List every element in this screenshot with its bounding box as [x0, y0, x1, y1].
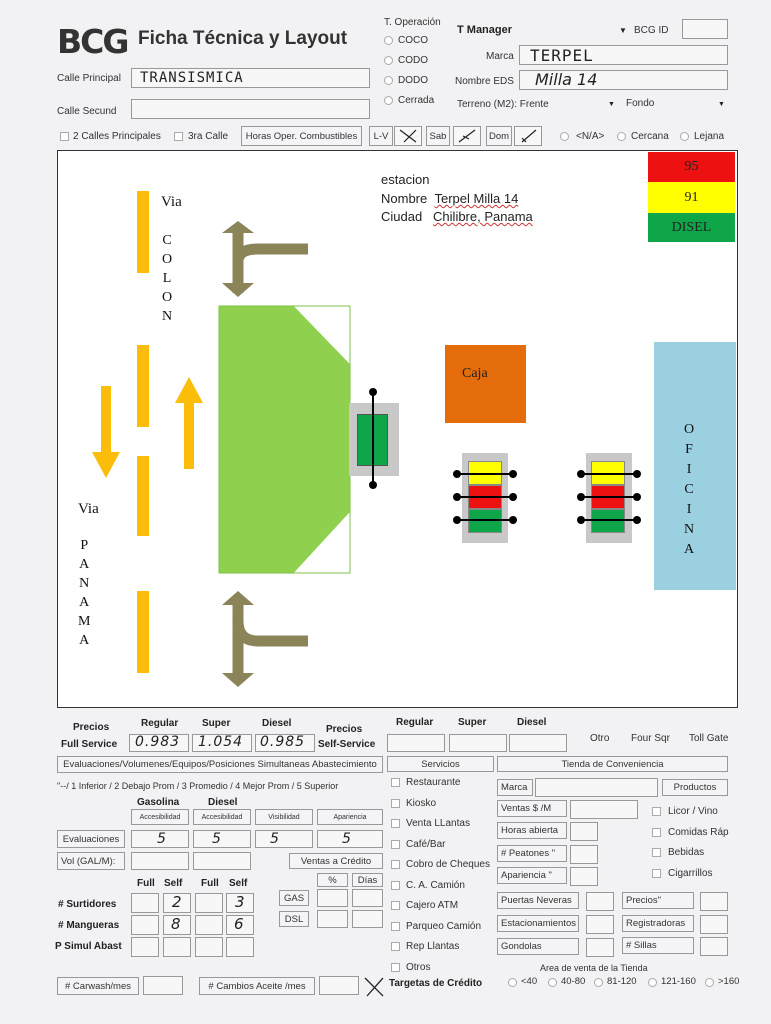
entry-arrow-icon: [218, 221, 310, 297]
calles-principales-label: 2 Calles Principales: [73, 131, 161, 142]
oficina-label: [684, 420, 694, 560]
self-label: Self: [164, 878, 183, 889]
letter: O: [162, 252, 173, 267]
service-label: Rep Llantas: [406, 941, 460, 952]
precios-store-label: Precios": [622, 892, 694, 909]
station-building: [218, 305, 352, 575]
area-option-label: 40-80: [561, 976, 586, 987]
road-dash: [137, 591, 149, 673]
producto-label: Bebidas: [668, 847, 705, 858]
registradoras-label: Registradoras: [622, 915, 694, 932]
calles-principales-checkbox[interactable]: [60, 132, 69, 141]
bcg-id-field[interactable]: [682, 19, 728, 39]
legend-disel: DISEL: [648, 213, 735, 242]
check-mark-icon: [457, 128, 477, 144]
operacion-option: Cerrada: [398, 95, 435, 106]
letter: C: [162, 233, 172, 248]
radio-dodo[interactable]: [384, 76, 393, 85]
radio-coco[interactable]: [384, 36, 393, 45]
area-option-label: 121-160: [661, 976, 696, 987]
nombre-eds-label: Nombre EDS: [455, 76, 514, 87]
vol-field[interactable]: [131, 852, 189, 870]
carwash-label: # Carwash/mes: [57, 977, 139, 995]
sub-label: Accesibilidad: [131, 809, 189, 825]
col-diesel: Diesel: [262, 718, 292, 729]
road-dash: [137, 456, 149, 536]
simul-field[interactable]: [163, 937, 191, 957]
service-label: Restaurante: [406, 777, 461, 788]
letter: L: [162, 271, 172, 286]
otro-label: Otro: [590, 733, 610, 744]
calle-secund-field[interactable]: [131, 99, 370, 119]
location-option: <N/A>: [576, 131, 605, 142]
peatones-field[interactable]: [570, 845, 598, 864]
store-marca-label: Marca: [497, 779, 533, 796]
cambios-label: # Cambios Aceite /mes: [199, 977, 315, 995]
area-radio[interactable]: [594, 978, 603, 987]
sub-label: Visibilidad: [255, 809, 313, 825]
service-checkbox[interactable]: [391, 860, 400, 869]
ventas-field[interactable]: [570, 800, 638, 819]
surtidores-value: 3: [235, 893, 245, 911]
col-diesel-self: Diesel: [517, 717, 547, 728]
toll-gate-label: Toll Gate: [689, 733, 729, 744]
price-regular-value: 0.983: [135, 734, 181, 750]
t-manager-label: T Manager: [457, 24, 513, 36]
t-manager-dropdown-icon[interactable]: ▼: [619, 26, 627, 35]
ciudad-line: [381, 209, 533, 224]
full-service-label: Full Service: [61, 739, 118, 750]
price-super-value: 1.054: [198, 734, 244, 750]
marca-label: Marca: [486, 51, 514, 62]
nombre-line: [381, 191, 518, 206]
ventas-label: Ventas $ /M: [497, 800, 567, 817]
via-panama-label: Via: [78, 501, 99, 517]
servicios-label: Servicios: [387, 756, 494, 772]
sub-label: Apariencia: [317, 809, 383, 825]
vol-field[interactable]: [193, 852, 251, 870]
col-regular: Regular: [141, 718, 179, 729]
peatones-label: # Peatones ": [497, 845, 567, 862]
letter: N: [79, 576, 90, 591]
tarjetas-label: Targetas de Crédito: [389, 978, 483, 989]
area-option-label: >160: [718, 976, 740, 987]
service-checkbox[interactable]: [391, 840, 400, 849]
area-option-label: 81-120: [607, 976, 637, 987]
caja-label: Caja: [462, 366, 488, 381]
letter: A: [684, 542, 695, 557]
tienda-label: Tienda de Conveniencia: [497, 756, 728, 772]
terreno-label: Terreno (M2): Frente: [457, 99, 549, 110]
mangueras-value: 6: [234, 915, 244, 933]
fondo-dropdown-icon[interactable]: ▼: [718, 101, 725, 108]
full-label: Full: [201, 878, 219, 889]
gas-percent-field[interactable]: [317, 889, 348, 907]
letter: C: [684, 482, 694, 497]
service-checkbox[interactable]: [391, 778, 400, 787]
radio-codo[interactable]: [384, 56, 393, 65]
simul-field[interactable]: [226, 937, 254, 957]
letter: A: [79, 557, 90, 572]
service-checkbox[interactable]: [391, 922, 400, 931]
sillas-field[interactable]: [700, 937, 728, 956]
mangueras-label: # Mangueras: [58, 920, 120, 931]
horas-oper-label: Horas Oper. Combustibles: [241, 126, 362, 146]
percent-label: %: [317, 873, 348, 887]
sub-label: Accesibilidad: [193, 809, 251, 825]
producto-label: Comidas Ráp: [668, 826, 729, 838]
bcg-id-label: BCG ID: [634, 25, 669, 36]
surtidores-value: 2: [172, 893, 182, 911]
mangueras-field[interactable]: [195, 915, 223, 935]
radio-cerrada[interactable]: [384, 96, 393, 105]
letter: M: [78, 614, 91, 629]
four-sqr-label: Four Sqr: [631, 733, 670, 744]
letter: A: [79, 595, 90, 610]
day-dom-label: Dom: [486, 126, 512, 146]
marca-value: TERPEL: [530, 46, 594, 65]
nombre-value: Terpel Milla 14: [434, 191, 519, 206]
service-checkbox[interactable]: [391, 881, 400, 890]
area-label: Area de venta de la Tienda: [540, 963, 648, 973]
eval-value: 5: [270, 831, 279, 847]
full-label: Full: [137, 878, 155, 889]
road-dash: [137, 191, 149, 273]
page-title: Ficha Técnica y Layout: [138, 28, 348, 49]
ciudad-value: Chilibre, Panama: [433, 209, 533, 224]
service-label: Otros: [406, 961, 431, 973]
producto-label: Licor / Vino: [668, 806, 718, 817]
hose-connector: [576, 469, 642, 525]
fondo-label: Fondo: [626, 98, 655, 109]
producto-checkbox[interactable]: [652, 807, 661, 816]
self-label: Self: [229, 878, 248, 889]
hose-connector: [363, 387, 383, 491]
check-mark-icon: [363, 974, 385, 998]
col-regular-self: Regular: [396, 717, 434, 728]
location-option: Cercana: [631, 131, 669, 142]
diesel-eval-label: Diesel: [208, 797, 238, 808]
service-label: C. A. Camión: [406, 879, 465, 891]
arrow-down-icon: [92, 386, 120, 478]
registradoras-field[interactable]: [700, 915, 728, 934]
horas-field[interactable]: [570, 822, 598, 841]
surtidores-label: # Surtidores: [58, 899, 117, 910]
service-label: Cobro de Cheques: [406, 859, 490, 870]
producto-checkbox[interactable]: [652, 869, 661, 878]
check-mark-icon: [518, 128, 538, 144]
col-super-self: Super: [458, 717, 487, 728]
operacion-option: COCO: [398, 35, 428, 46]
producto-checkbox[interactable]: [652, 828, 661, 837]
road-dash: [137, 345, 149, 427]
letter: P: [80, 538, 89, 553]
self-regular-field[interactable]: [387, 734, 445, 752]
radio-na[interactable]: [560, 132, 569, 141]
dias-label: Días: [352, 873, 383, 887]
horas-label: Horas abierta: [497, 822, 567, 839]
service-checkbox[interactable]: [391, 942, 400, 951]
arrow-up-icon: [175, 377, 203, 469]
tercera-calle-checkbox[interactable]: [174, 132, 183, 141]
mangueras-field[interactable]: [131, 915, 159, 935]
nombre-eds-value: Milla 14: [535, 70, 598, 89]
gondolas-label: Gondolas: [497, 938, 579, 955]
eval-value: 5: [212, 831, 221, 847]
letter: A: [79, 633, 90, 648]
area-option-label: <40: [521, 976, 538, 987]
gondolas-field[interactable]: [586, 938, 614, 957]
location-option: Lejana: [694, 131, 725, 142]
letter: O: [162, 290, 173, 305]
hose-connector: [452, 469, 518, 525]
simul-field[interactable]: [131, 937, 159, 957]
service-label: Kiosko: [406, 797, 437, 809]
tercera-calle-label: 3ra Calle: [188, 131, 229, 142]
area-radio[interactable]: [548, 978, 557, 987]
evaluaciones-header: Evaluaciones/Volumenes/Equipos/Posiciones Simultaneas Abastecimiento: [57, 756, 383, 773]
nombre-label: Nombre: [381, 191, 428, 206]
via-colon-name: [162, 231, 172, 326]
service-label: Café/Bar: [406, 838, 446, 850]
self-diesel-field[interactable]: [509, 734, 567, 752]
area-radio[interactable]: [705, 978, 714, 987]
via-colon-label: Via: [161, 194, 182, 210]
letter: I: [686, 502, 692, 517]
eval-field[interactable]: [193, 830, 251, 848]
caja-box: [445, 345, 526, 423]
scale-label: "--/ 1 Inferior / 2 Debajo Prom / 3 Promedio / 4 Mejor Prom / 5 Superior: [57, 781, 339, 791]
price-diesel-value: 0.985: [260, 734, 306, 750]
service-checkbox[interactable]: [391, 799, 400, 808]
layout-canvas: [57, 150, 738, 708]
cambios-field[interactable]: [319, 976, 359, 995]
legend-95: 95: [648, 152, 735, 182]
surtidores-field[interactable]: [131, 893, 159, 913]
check-mark-icon: [398, 128, 418, 144]
self-super-field[interactable]: [449, 734, 507, 752]
legend-91: 91: [648, 182, 735, 213]
letter: N: [684, 522, 695, 537]
sillas-label: # Sillas: [622, 937, 694, 954]
col-super: Super: [202, 718, 231, 729]
estacionamientos-field[interactable]: [586, 915, 614, 934]
radio-lejana[interactable]: [680, 132, 689, 141]
store-marca-field[interactable]: [535, 778, 658, 797]
service-label: Cajero ATM: [406, 900, 459, 911]
mangueras-value: 8: [171, 915, 181, 933]
calle-principal-label: Calle Principal: [57, 73, 121, 84]
service-checkbox[interactable]: [391, 819, 400, 828]
ventas-credito-label: Ventas a Crédito: [289, 853, 383, 869]
gas-label: GAS: [279, 890, 309, 906]
dsl-percent-field[interactable]: [317, 910, 348, 928]
calle-secund-label: Calle Secund: [57, 106, 117, 117]
gas-dias-field[interactable]: [352, 889, 383, 907]
simul-field[interactable]: [195, 937, 223, 957]
eval-field[interactable]: [255, 830, 313, 848]
vol-label: Vol (GAL/M):: [57, 852, 125, 870]
dsl-label: DSL: [279, 911, 309, 927]
producto-checkbox[interactable]: [652, 848, 661, 857]
simul-label: P Simul Abast: [55, 941, 122, 952]
self-service-label: Self-Service: [318, 739, 376, 750]
day-lv-label: L-V: [369, 126, 393, 146]
service-label: Venta LLantas: [406, 818, 470, 829]
dsl-dias-field[interactable]: [352, 910, 383, 928]
estacionamientos-label: Estacionamientos: [497, 915, 579, 932]
t-operacion-label: T. Operación: [384, 17, 441, 28]
terreno-dropdown-icon[interactable]: ▼: [608, 101, 615, 108]
letter: N: [162, 309, 173, 324]
eval-value: 5: [157, 831, 166, 847]
producto-label: Cigarrillos: [668, 867, 713, 879]
estacion-label: estacion: [381, 172, 430, 187]
precios-self-label: Precios: [326, 724, 363, 735]
operacion-option: CODO: [398, 55, 428, 66]
eval-value: 5: [342, 831, 351, 847]
service-checkbox[interactable]: [391, 963, 400, 972]
puertas-label: Puertas Neveras: [497, 892, 579, 909]
carwash-field[interactable]: [143, 976, 183, 995]
evaluaciones-label: Evaluaciones: [57, 830, 125, 848]
day-sab-label: Sab: [426, 126, 450, 146]
radio-cercana[interactable]: [617, 132, 626, 141]
gasolina-label: Gasolina: [137, 797, 180, 808]
bcg-logo: BCG: [57, 22, 128, 61]
service-label: Parqueo Camión: [406, 920, 482, 932]
letter: O: [684, 422, 695, 437]
apariencia-store-field[interactable]: [570, 867, 598, 886]
operacion-option: DODO: [398, 75, 428, 86]
via-panama-name: [78, 536, 90, 650]
calle-principal-value: TRANSISMICA: [140, 70, 244, 86]
oficina-box: [654, 342, 736, 590]
ciudad-label: Ciudad: [381, 209, 423, 224]
productos-label: Productos: [662, 779, 728, 796]
precios-label: Precios: [73, 722, 110, 733]
puertas-field[interactable]: [586, 892, 614, 911]
area-radio[interactable]: [508, 978, 517, 987]
precios-store-field[interactable]: [700, 892, 728, 911]
letter: I: [686, 462, 692, 477]
letter: F: [685, 442, 693, 457]
exit-arrow-icon: [218, 591, 310, 687]
service-checkbox[interactable]: [391, 901, 400, 910]
apariencia-store-label: Apariencia ": [497, 867, 567, 884]
surtidores-field[interactable]: [195, 893, 223, 913]
area-radio[interactable]: [648, 978, 657, 987]
